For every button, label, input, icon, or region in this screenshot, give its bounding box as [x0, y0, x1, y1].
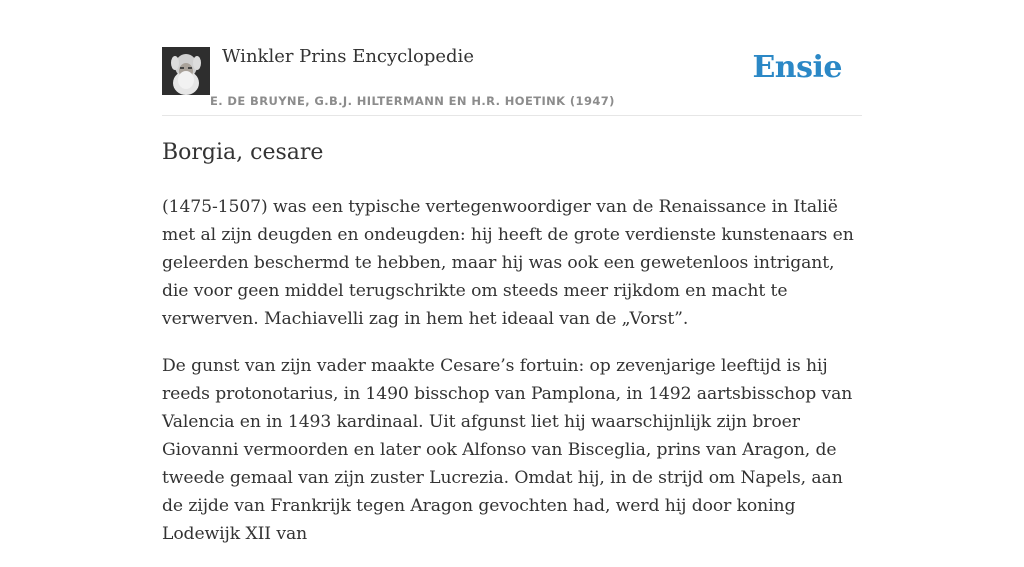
ensie-logo-link[interactable]: Ensie [752, 50, 842, 85]
page-title: Borgia, cesare [162, 140, 324, 165]
body-paragraph: De gunst van zijn vader maakte Cesare’s fortuin: op zevenjarige leeftijd is hij reeds protonotarius, in 1490 bisschop van Pamplona, in 1492 aartsbisschop van Valencia en in 1493 kardinaal. Uit afgunst liet hij waarschijnlijk zijn broer Giovanni vermoorden en later ook Alfonso van Bisceglia, prins van Aragon, de tweede gemaal van zijn zuster Lucrezia. Omdat hij, in de strijd om Napels, aan de zijde van Frankrijk tegen Aragon gevochten had, werd hij door koning Lodewijk XII van [162, 356, 853, 544]
publication-authors: E. DE BRUYNE, G.B.J. HILTERMANN EN H.R. HOETINK (1947) [210, 94, 615, 108]
site-header [162, 0, 862, 116]
publication-title[interactable]: Winkler Prins Encyclopedie [222, 46, 474, 67]
author-avatar[interactable] [162, 47, 210, 95]
page [162, 0, 862, 544]
entry-body [162, 193, 862, 567]
body-paragraph: (1475-1507) was een typische vertegenwoordiger van de Renaissance in Italië met al zijn deugden en ondeugden: hij heeft de grote verdienste kunstenaars en geleerden beschermd te hebben, maar hij was ook een gewetenloos intrigant, die voor geen middel terugschrikte om steeds meer rijkdom en macht te verwerven. Machiavelli zag in hem het ideaal van de „Vorst”. [162, 197, 854, 329]
author-portrait-icon [162, 47, 210, 95]
